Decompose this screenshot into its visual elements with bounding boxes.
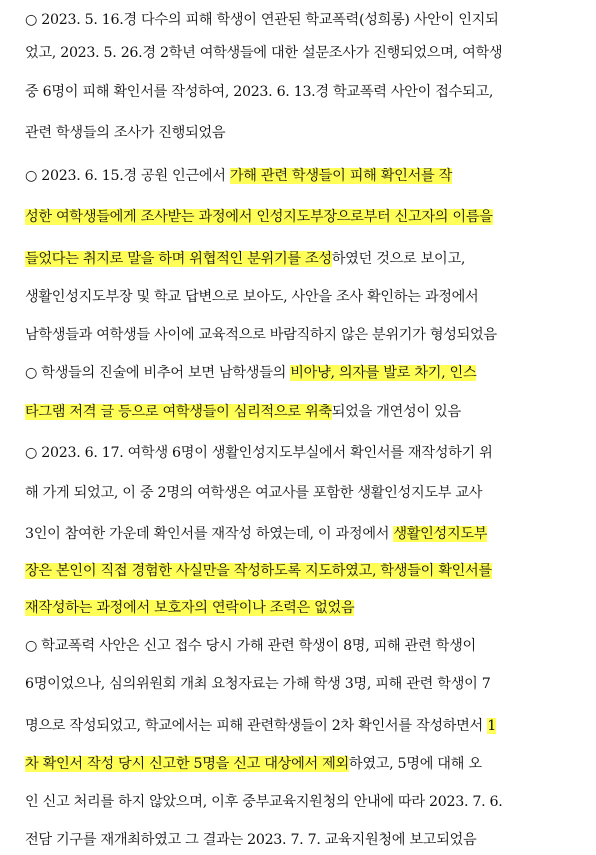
text-line [25, 38, 578, 68]
text-line [25, 358, 578, 388]
highlighted-text: 타그램 저격 글 등으로 여학생들이 심리적으로 위축 [25, 404, 332, 420]
text-line [25, 438, 578, 468]
text-segment: 생활인성지도부장 및 학교 답변으로 보아도, 사안을 조사 확인하는 과정에서 [25, 289, 479, 305]
text-segment: 하였고, 5명에 대해 오 [348, 756, 482, 772]
text-segment: 남학생들과 여학생들 사이에 교육적으로 바람직하지 않은 분위기가 형성되었음 [25, 327, 497, 343]
text-line [25, 787, 578, 817]
text-segment: ○ 학교폭력 사안은 신고 접수 당시 가해 관련 학생이 8명, 피해 관련 학생이 [25, 638, 476, 654]
text-line [25, 397, 578, 427]
text-segment: 해 가게 되었고, 이 중 2명의 여학생은 여교사를 포함한 생활인성지도부 교사 [25, 485, 483, 501]
text-segment: 명으로 작성되었고, 학교에서는 피해 관련학생들이 2차 확인서를 작성하면서 [25, 718, 488, 734]
text-segment: ○ 2023. 6. 15.경 공원 인근에서 [25, 168, 230, 184]
text-line [25, 161, 578, 191]
text-segment: ○ 2023. 5. 16.경 다수의 피해 학생이 연관된 학교폭력(성희롱) 사안이 인지되 [25, 12, 499, 28]
text-segment: 인 신고 처리를 하지 않았으며, 이후 중부교육지원청의 안내에 따라 2023. 7. 6. [25, 794, 503, 810]
text-line [25, 631, 578, 661]
text-line [25, 593, 578, 623]
text-line [25, 519, 578, 549]
text-segment: 되었을 개연성이 있음 [331, 404, 461, 420]
highlighted-text: 1 [487, 718, 496, 734]
highlighted-text: 장은 본인이 직접 경험한 사실만을 작성하도록 지도하였고, 학생들이 확인서를 [25, 563, 492, 579]
highlighted-text: 재작성하는 과정에서 보호자의 연락이나 조력은 없었음 [25, 600, 355, 616]
text-segment: 6명이었으나, 심의위원회 개최 요청자료는 가해 학생 3명, 피해 관련 학생이 7 [25, 676, 491, 692]
text-line [25, 118, 578, 148]
text-segment: ○ 2023. 6. 17. 여학생 6명이 생활인성지도부실에서 확인서를 재작성하기 위 [25, 445, 493, 461]
text-segment: 전담 기구를 재개최하였고 그 결과는 2023. 7. 7. 교육지원청에 보고되었음 [25, 832, 477, 848]
highlighted-text: 들었다는 취지로 말을 하며 위협적인 분위기를 조성 [25, 251, 332, 267]
text-line [25, 556, 578, 586]
text-line [25, 749, 578, 779]
text-line [25, 77, 578, 107]
text-segment: 었고, 2023. 5. 26.경 2학년 여학생들에 대한 설문조사가 진행되었으며, 여학생 [25, 45, 503, 61]
text-line [25, 825, 578, 855]
text-segment: ○ 학생들의 진술에 비추어 보면 남학생들의 [25, 365, 291, 381]
highlighted-text: 생활인성지도부 [393, 526, 488, 542]
text-line [25, 244, 578, 274]
text-line [25, 669, 578, 699]
text-segment: 하였던 것으로 보이고, [331, 251, 466, 267]
highlighted-text: 성한 여학생들에게 조사받는 과정에서 인성지도부장으로부터 신고자의 이름을 [25, 209, 493, 225]
text-segment: 관련 학생들의 조사가 진행되었음 [25, 125, 226, 141]
text-line [25, 711, 578, 741]
text-line [25, 282, 578, 312]
text-line [25, 5, 578, 35]
text-line [25, 202, 578, 232]
highlighted-text: 가해 관련 학생들이 피해 확인서를 작 [229, 168, 453, 184]
text-line [25, 478, 578, 508]
highlighted-text: 비아냥, 의자를 발로 차기, 인스 [290, 365, 477, 381]
text-segment: 3인이 참여한 가운데 확인서를 재작성 하였는데, 이 과정에서 [25, 526, 394, 542]
highlighted-text: 차 확인서 작성 당시 신고한 5명을 신고 대상에서 제외 [25, 756, 349, 772]
text-segment: 중 6명이 피해 확인서를 작성하여, 2023. 6. 13.경 학교폭력 사안이 접수되고, [25, 84, 494, 100]
text-line [25, 320, 578, 350]
